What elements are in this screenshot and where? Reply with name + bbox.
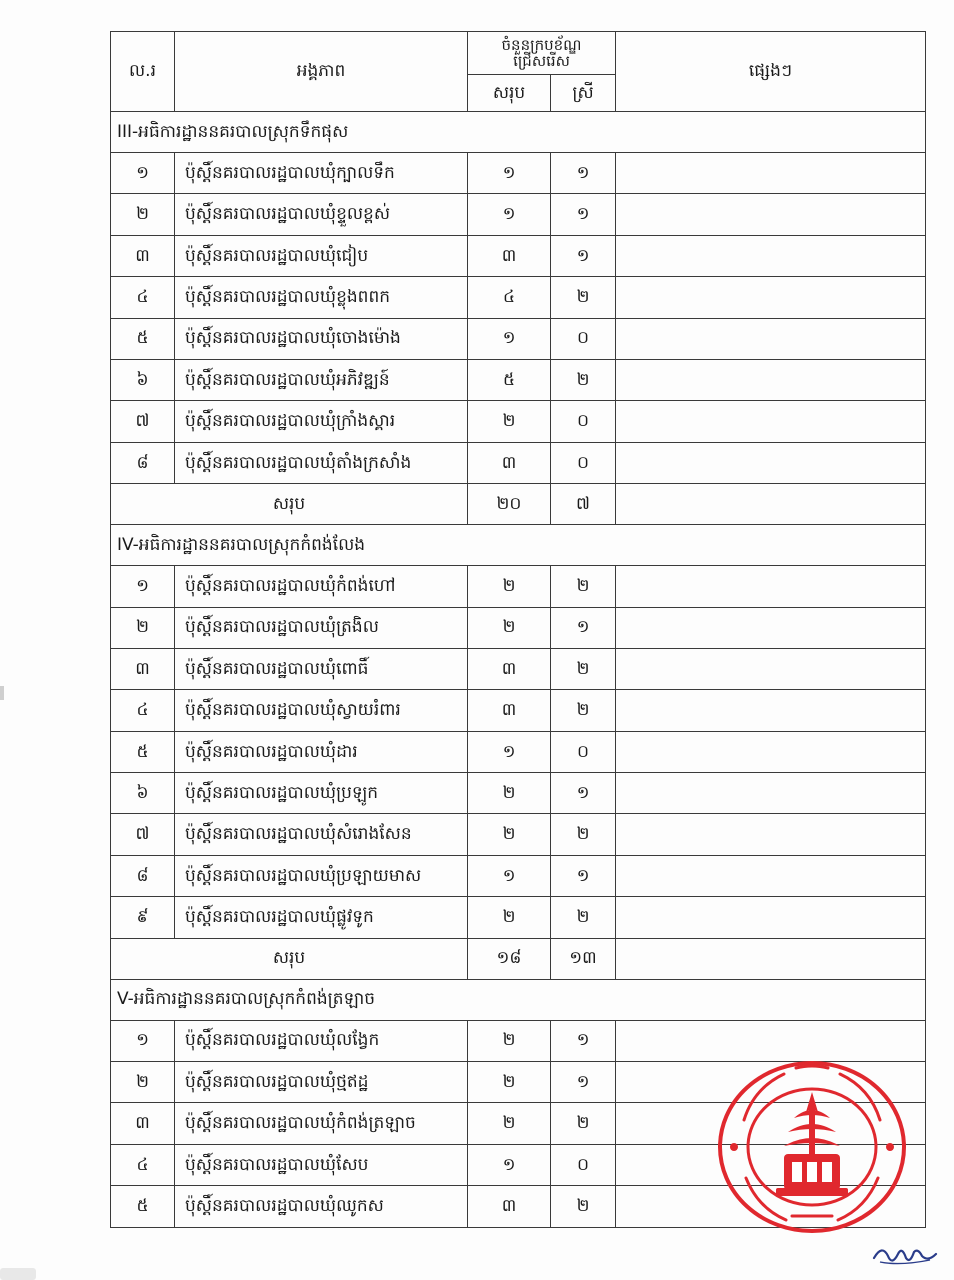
unit-name: ប៉ុស្តិ៍នគរបាលរដ្ឋបាលឃុំខ្ទួលខ្ពស់ (175, 194, 468, 235)
subtotal-label: សរុប (111, 484, 468, 525)
unit-name: ប៉ុស្តិ៍នគរបាលរដ្ឋបាលឃុំកំពង់ហៅ (175, 566, 468, 607)
subtotal-total: ២០ (468, 484, 551, 525)
row-number: ៩ (111, 897, 175, 938)
unit-name: ប៉ុស្តិ៍នគរបាលរដ្ឋបាលឃុំជៀប (175, 235, 468, 276)
row-number: ៤ (111, 277, 175, 318)
total-count: ១ (468, 318, 551, 359)
scan-corner-mark (0, 1268, 36, 1280)
other-note (616, 814, 926, 855)
female-count: ២ (551, 566, 616, 607)
row-number: ១ (111, 566, 175, 607)
row-number: ៧ (111, 814, 175, 855)
subtotal-female: ១៣ (551, 938, 616, 979)
unit-name: ប៉ុស្តិ៍នគរបាលរដ្ឋបាលឃុំស្វាយរំពារ (175, 690, 468, 731)
row-number: ៥ (111, 731, 175, 772)
total-count: ២ (468, 1062, 551, 1103)
unit-name: ប៉ុស្តិ៍នគរបាលរដ្ឋបាលឃុំសែប (175, 1144, 468, 1185)
total-count: ៣ (468, 1186, 551, 1227)
handwritten-signature (870, 1240, 940, 1270)
female-count: ២ (551, 1186, 616, 1227)
other-note (616, 897, 926, 938)
unit-name: ប៉ុស្តិ៍នគរបាលរដ្ឋបាលឃុំប្រឡូក (175, 773, 468, 814)
total-count: ២ (468, 401, 551, 442)
unit-name: ប៉ុស្តិ៍នគរបាលរដ្ឋបាលឃុំខ្លុងពពក (175, 277, 468, 318)
female-count: ១ (551, 855, 616, 896)
subtotal-other (616, 938, 926, 979)
table-row (111, 814, 926, 855)
other-note (616, 648, 926, 689)
table-row (111, 690, 926, 731)
other-note (616, 194, 926, 235)
female-count: ២ (551, 1103, 616, 1144)
row-number: ៣ (111, 235, 175, 276)
total-count: ១ (468, 1144, 551, 1185)
row-number: ១ (111, 153, 175, 194)
row-number: ២ (111, 1062, 175, 1103)
female-count: ២ (551, 277, 616, 318)
unit-name: ប៉ុស្តិ៍នគរបាលរដ្ឋបាលឃុំឈូកស (175, 1186, 468, 1227)
total-count: ២ (468, 814, 551, 855)
section-header-row (111, 979, 926, 1020)
header-no: ល.រ (111, 32, 175, 112)
header-total: សរុប (468, 75, 551, 112)
total-count: ២ (468, 607, 551, 648)
unit-name: ប៉ុស្តិ៍នគរបាលរដ្ឋបាលឃុំលង្វែក (175, 1020, 468, 1061)
other-note (616, 318, 926, 359)
female-count: ២ (551, 814, 616, 855)
other-note (616, 442, 926, 483)
female-count: ០ (551, 401, 616, 442)
row-number: ៤ (111, 1144, 175, 1185)
row-number: ២ (111, 194, 175, 235)
female-count: ២ (551, 690, 616, 731)
row-number: ៦ (111, 773, 175, 814)
female-count: ១ (551, 235, 616, 276)
other-note (616, 773, 926, 814)
table-row (111, 897, 926, 938)
row-number: ៣ (111, 648, 175, 689)
female-count: ០ (551, 731, 616, 772)
row-number: ៤ (111, 690, 175, 731)
row-number: ៥ (111, 318, 175, 359)
section-header-row (111, 112, 926, 153)
personnel-table (110, 31, 926, 1228)
subtotal-label: សរុប (111, 938, 468, 979)
female-count: ០ (551, 1144, 616, 1185)
subtotal-row (111, 484, 926, 525)
unit-name: ប៉ុស្តិ៍នគរបាលរដ្ឋបាលឃុំក្បាលទឹក (175, 153, 468, 194)
table-row (111, 731, 926, 772)
total-count: ៥ (468, 359, 551, 400)
section-title: V-អធិការដ្ឋាននគរបាលស្រុកកំពង់ត្រឡាច (111, 979, 926, 1020)
table-row (111, 855, 926, 896)
table-row (111, 235, 926, 276)
header-unit: អង្គភាព (175, 32, 468, 112)
female-count: ០ (551, 442, 616, 483)
table-row (111, 194, 926, 235)
unit-name: ប៉ុស្តិ៍នគរបាលរដ្ឋបាលឃុំសំរោងសែន (175, 814, 468, 855)
table-row (111, 442, 926, 483)
subtotal-other (616, 484, 926, 525)
female-count: ២ (551, 648, 616, 689)
subtotal-female: ៧ (551, 484, 616, 525)
unit-name: ប៉ុស្តិ៍នគរបាលរដ្ឋបាលឃុំកំពង់ត្រឡាច (175, 1103, 468, 1144)
table-row (111, 607, 926, 648)
header-other: ផ្សេងៗ (616, 32, 926, 112)
row-number: ៥ (111, 1186, 175, 1227)
official-seal-stamp (714, 1058, 910, 1236)
table-row (111, 153, 926, 194)
other-note (616, 153, 926, 194)
other-note (616, 401, 926, 442)
table-row (111, 318, 926, 359)
total-count: ៣ (468, 690, 551, 731)
subtotal-row (111, 938, 926, 979)
unit-name: ប៉ុស្តិ៍នគរបាលរដ្ឋបាលឃុំចោងម៉ោង (175, 318, 468, 359)
table-row (111, 277, 926, 318)
other-note (616, 855, 926, 896)
row-number: ៣ (111, 1103, 175, 1144)
total-count: ៣ (468, 648, 551, 689)
subtotal-total: ១៨ (468, 938, 551, 979)
table-row (111, 648, 926, 689)
other-note (616, 359, 926, 400)
total-count: ២ (468, 773, 551, 814)
unit-name: ប៉ុស្តិ៍នគរបាលរដ្ឋបាលឃុំតាំងក្រសាំង (175, 442, 468, 483)
female-count: ១ (551, 194, 616, 235)
total-count: ១ (468, 731, 551, 772)
table-row (111, 1020, 926, 1061)
unit-name: ប៉ុស្តិ៍នគរបាលរដ្ឋបាលឃុំដារ (175, 731, 468, 772)
unit-name: ប៉ុស្តិ៍នគរបាលរដ្ឋបាលឃុំផ្លូវទូក (175, 897, 468, 938)
other-note (616, 235, 926, 276)
section-title: III-អធិការដ្ឋាននគរបាលស្រុកទឹកផុស (111, 112, 926, 153)
other-note (616, 566, 926, 607)
row-number: ១ (111, 1020, 175, 1061)
table-row (111, 401, 926, 442)
unit-name: ប៉ុស្តិ៍នគរបាលរដ្ឋបាលឃុំថ្មឥដ្ឋ (175, 1062, 468, 1103)
row-number: ៨ (111, 855, 175, 896)
row-number: ៨ (111, 442, 175, 483)
female-count: ០ (551, 318, 616, 359)
unit-name: ប៉ុស្តិ៍នគរបាលរដ្ឋបាលឃុំត្រងិល (175, 607, 468, 648)
total-count: ២ (468, 566, 551, 607)
header-selected-count: ចំនួនក្របខ័ណ្ឌជ្រើសរើស (468, 32, 616, 75)
total-count: ១ (468, 194, 551, 235)
row-number: ២ (111, 607, 175, 648)
total-count: ១ (468, 855, 551, 896)
row-number: ៦ (111, 359, 175, 400)
female-count: ១ (551, 1062, 616, 1103)
female-count: ១ (551, 607, 616, 648)
total-count: ៤ (468, 277, 551, 318)
unit-name: ប៉ុស្តិ៍នគរបាលរដ្ឋបាលឃុំអភិវឌ្ឍន៍ (175, 359, 468, 400)
unit-name: ប៉ុស្តិ៍នគរបាលរដ្ឋបាលឃុំពោធិ៍ (175, 648, 468, 689)
scan-margin-mark (0, 686, 4, 700)
table-row (111, 566, 926, 607)
row-number: ៧ (111, 401, 175, 442)
female-count: ២ (551, 359, 616, 400)
header-female: ស្រី (551, 75, 616, 112)
total-count: ៣ (468, 442, 551, 483)
other-note (616, 277, 926, 318)
total-count: ២ (468, 897, 551, 938)
female-count: ១ (551, 153, 616, 194)
other-note (616, 690, 926, 731)
unit-name: ប៉ុស្តិ៍នគរបាលរដ្ឋបាលឃុំក្រាំងស្គារ (175, 401, 468, 442)
table-row (111, 773, 926, 814)
section-header-row (111, 525, 926, 566)
other-note (616, 607, 926, 648)
table-row (111, 359, 926, 400)
total-count: ២ (468, 1020, 551, 1061)
female-count: ២ (551, 897, 616, 938)
other-note (616, 1020, 926, 1061)
total-count: ៣ (468, 235, 551, 276)
total-count: ១ (468, 153, 551, 194)
unit-name: ប៉ុស្តិ៍នគរបាលរដ្ឋបាលឃុំប្រឡាយមាស (175, 855, 468, 896)
total-count: ២ (468, 1103, 551, 1144)
female-count: ១ (551, 1020, 616, 1061)
other-note (616, 731, 926, 772)
female-count: ១ (551, 773, 616, 814)
section-title: IV-អធិការដ្ឋាននគរបាលស្រុកកំពង់លែង (111, 525, 926, 566)
